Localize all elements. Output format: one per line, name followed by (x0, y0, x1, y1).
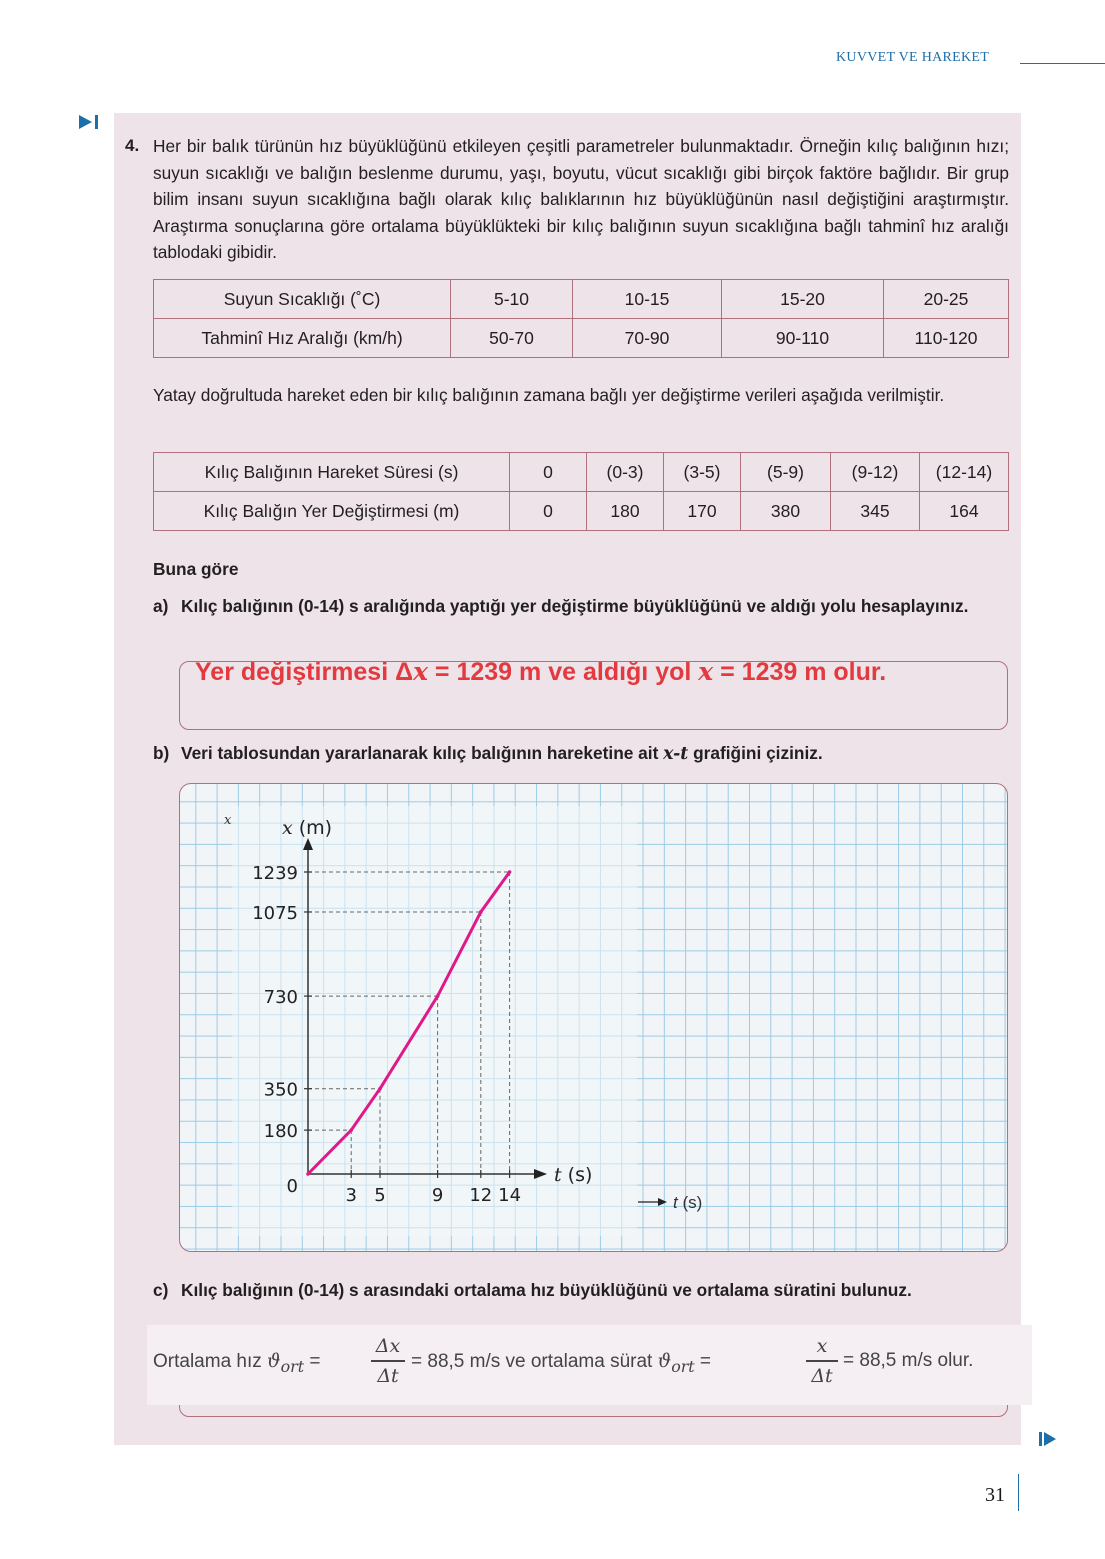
question-intro: Her bir balık türünün hız büyüklüğünü etkileyen çeşitli parametreler bulunmaktadır. Örneğin kılıç balığının hızı; suyun sıcaklığı ve balığın beslenme durumu, yaşı, boyutu, vücut sıcaklığı gibi birçok faktöre bağlıdır. Bir grup bilim insanı suyun sıcaklığına bağlı olarak kılıç balıklarının hız büyüklüğünün nasıl değiştiğini araştırmıştır. Araştırma sonuçlarına göre ortalama büyüklükteki bir kılıç balığının suyun sıcaklığına bağlı tahminî hız aralığı tablodaki gibidir. (153, 136, 1009, 262)
y-tick-label: 1075 (252, 902, 298, 924)
part-b-question: Veri tablosundan yararlanarak kılıç balığının hareketine ait x-t grafiğini çiziniz. (181, 743, 823, 764)
table-cell: 110-120 (884, 319, 1009, 358)
play-bar-icon (79, 114, 101, 130)
temperature-speed-table (153, 279, 1009, 358)
table-cell: (0-3) (587, 453, 664, 492)
answer-c-part1: Ortalama hız $ϑ_{ort}$ = (153, 1350, 321, 1376)
y-tick-label: 350 (263, 1079, 298, 1101)
part-c-question: Kılıç balığının (0-14) s arasındaki ortalama hız büyüklüğünü ve ortalama süratini bulunuz. (181, 1280, 912, 1300)
table-cell: (3-5) (664, 453, 741, 492)
table-cell: (12-14) (920, 453, 1009, 492)
answer-c-part3: = 88,5 m/s olur. (843, 1350, 974, 1371)
table-cell: (5-9) (741, 453, 831, 492)
y-tick-label: 730 (263, 987, 298, 1009)
answer-a: Yer değiştirmesi Δx = 1239 m ve aldığı yol x = 1239 m olur. (195, 657, 887, 686)
corner-label: x (224, 813, 232, 828)
y-axis-label: x (m) (282, 817, 333, 839)
buna-gore-label: Buna göre (153, 559, 239, 579)
data-point (508, 870, 512, 874)
bar-play-icon (1039, 1432, 1057, 1446)
table-cell: 15-20 (722, 280, 884, 319)
extra-axis-label: t (s) (673, 1193, 703, 1212)
question-number: 4. (125, 136, 140, 155)
extra-axis-arrow-icon (658, 1198, 667, 1206)
graph-grid-area[interactable] (179, 783, 1008, 1252)
x-tick-label: 12 (469, 1185, 493, 1206)
table-row (154, 280, 1009, 319)
table-cell: 0 (510, 453, 587, 492)
table-cell: 170 (664, 492, 741, 531)
table-cell: 164 (920, 492, 1009, 531)
answer-c-part2: = 88,5 m/s ve ortalama sürat $ϑ_{ort}$ = (411, 1350, 712, 1376)
data-point (378, 1087, 382, 1091)
x-axis-label: t (s) (554, 1164, 593, 1186)
table-cell: 50-70 (451, 319, 573, 358)
table-cell: 345 (831, 492, 920, 531)
table-row (154, 453, 1009, 492)
table-cell: Tahminî Hız Aralığı (km/h) (154, 319, 451, 358)
x-tick-label: 3 (345, 1185, 357, 1206)
table-cell: Kılıç Balığın Yer Değiştirmesi (m) (154, 492, 510, 531)
page-number: 31 (985, 1484, 1005, 1506)
table-cell: 0 (510, 492, 587, 531)
x-tick-label: 14 (498, 1185, 522, 1206)
table-cell: 20-25 (884, 280, 1009, 319)
table-row (154, 492, 1009, 531)
xt-graph (180, 784, 1007, 1251)
x-tick-label: 9 (431, 1185, 444, 1206)
table-cell: 90-110 (722, 319, 884, 358)
part-b-label: b) (153, 743, 170, 763)
displacement-table (153, 452, 1009, 531)
table-cell: Kılıç Balığının Hareket Süresi (s) (154, 453, 510, 492)
data-point (306, 1172, 310, 1176)
data-point (479, 910, 483, 914)
y-tick-label: 1239 (252, 863, 298, 884)
header-rule (1020, 63, 1105, 64)
table-cell: 10-15 (573, 280, 722, 319)
table-cell: 5-10 (451, 280, 573, 319)
table-cell: Suyun Sıcaklığı (˚C) (154, 280, 451, 319)
table-cell: 380 (741, 492, 831, 531)
y-tick-label: 180 (263, 1121, 298, 1143)
page-number-rule (1018, 1474, 1019, 1511)
part-a-question: Kılıç balığının (0-14) s aralığında yaptığı yer değiştirme büyüklüğünü ve aldığı yolu hesaplayınız. (181, 596, 969, 616)
data-point (349, 1128, 353, 1132)
fraction-x-dt: x Δt (806, 1335, 838, 1387)
data-point (436, 994, 440, 998)
displacement-intro: Yatay doğrultuda hareket eden bir kılıç balığının zamana bağlı yer değiştirme verileri aşağıda verilmiştir. (153, 385, 945, 405)
fraction-dx-dt: Δx Δt (371, 1335, 405, 1387)
table-cell: 70-90 (573, 319, 722, 358)
origin-label: 0 (286, 1176, 298, 1197)
table-cell: (9-12) (831, 453, 920, 492)
part-a-label: a) (153, 596, 169, 616)
running-title: KUVVET VE HAREKET (836, 50, 990, 65)
x-tick-label: 5 (374, 1185, 386, 1206)
part-c-label: c) (153, 1280, 169, 1300)
table-cell: 180 (587, 492, 664, 531)
table-row (154, 319, 1009, 358)
